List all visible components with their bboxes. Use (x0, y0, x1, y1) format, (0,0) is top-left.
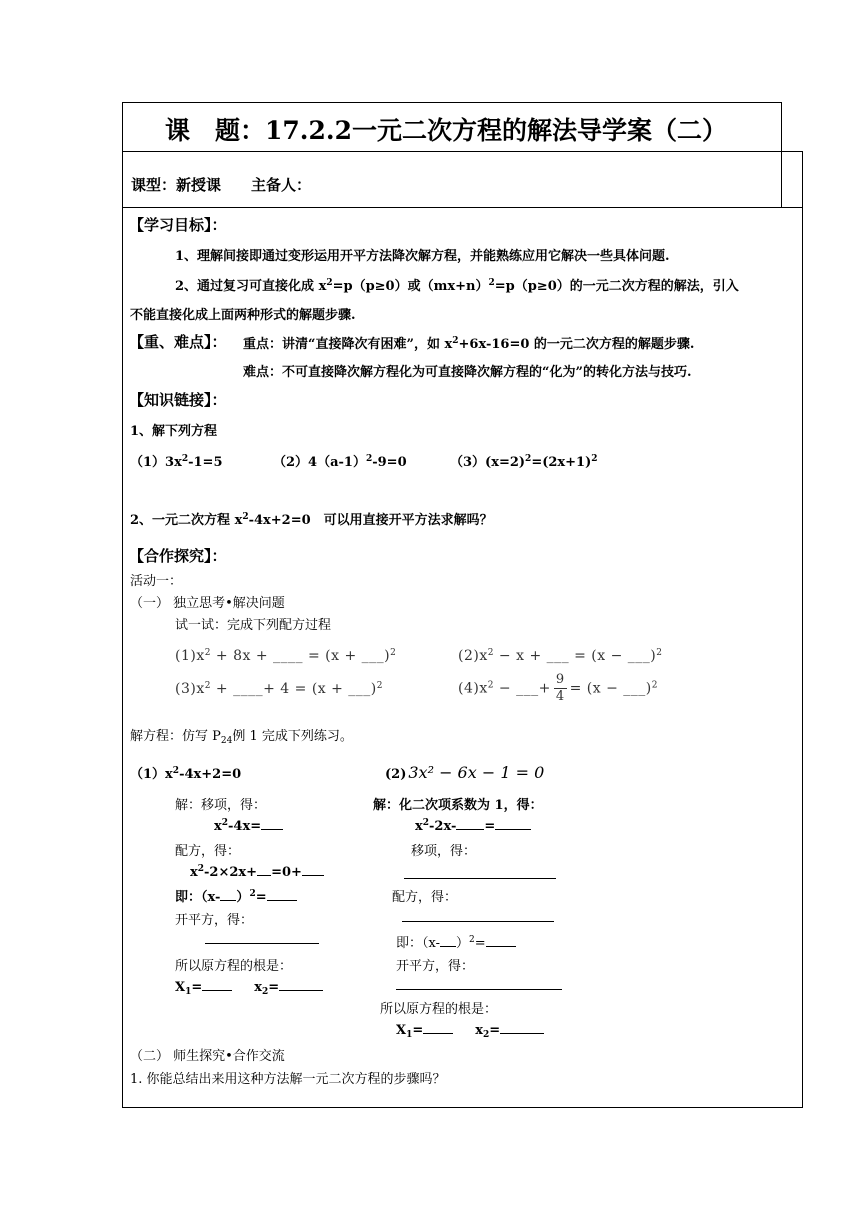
left-s4-b: -2×2x+ (204, 865, 258, 880)
right-s8-b: = (412, 1023, 424, 1038)
type-row-bottom-border (122, 207, 803, 208)
superscript: 2 (651, 680, 658, 691)
subscript: 1 (406, 1030, 413, 1040)
m3-b: + ____+ 4 = (x + ___) (210, 681, 377, 697)
table-top-border (122, 102, 782, 103)
completing-square-1 (175, 648, 396, 664)
right-s2-a: x (415, 819, 423, 834)
part2-question-1: 1. 你能总结出来用这种方法解一元二次方程的步骤吗？ (130, 1072, 446, 1087)
superscript: 2 (204, 648, 211, 658)
answer-blank[interactable] (440, 934, 456, 947)
superscript: 2 (591, 454, 598, 464)
left-s4-c: =0+ (271, 865, 302, 880)
superscript: 2 (487, 680, 494, 691)
left-s2-b: -4x= (228, 819, 262, 834)
solve-intro-a: 解方程：仿写 P (130, 729, 221, 744)
right-step-normalize-result (415, 817, 531, 834)
m4-c: = (x − ___) (569, 680, 652, 697)
superscript: 2 (221, 818, 229, 828)
m2-a: (2)x (458, 648, 488, 664)
superscript: 2 (181, 454, 189, 464)
knowledge-eq3 (450, 451, 598, 470)
superscript: 2 (525, 454, 532, 464)
superscript: 2 (452, 336, 459, 346)
right-step-square (396, 932, 516, 951)
eq1-b: -1=5 (188, 455, 223, 470)
superscript: 2 (365, 454, 373, 464)
left-step-complete: 配方，得： (175, 844, 241, 859)
left-step-move: 解：移项，得： (175, 798, 267, 813)
answer-blank[interactable] (257, 863, 271, 876)
objective-2-part-b: =p（p≥0）或（mx+n） (332, 279, 489, 294)
subscript: 2 (483, 1030, 490, 1040)
table-left-border (122, 102, 123, 1108)
superscript: 2 (197, 864, 205, 874)
part1-heading: （一） 独立思考•解决问题 (130, 596, 285, 611)
objective-2-line1 (175, 275, 739, 294)
fraction-denominator: 4 (555, 689, 565, 704)
left-step-move-result (214, 817, 283, 834)
m3-a: (3)x (175, 681, 205, 697)
right-s8-c: x (475, 1023, 484, 1038)
completing-square-2 (458, 648, 662, 664)
completing-square-3 (175, 681, 383, 697)
solve-intro (130, 725, 353, 744)
solve-intro-b: 例 1 完成下列练习。 (232, 729, 353, 744)
right-complete-answer-line[interactable] (402, 921, 554, 922)
answer-blank[interactable] (261, 817, 283, 830)
superscript: 2 (376, 681, 384, 691)
right-s5-a: 即：（x- (396, 936, 440, 951)
left-eq-a: （1）x (130, 767, 173, 782)
right-s5-c: = (474, 936, 486, 951)
objective-2-line2: 不能直接化成上面两种形式的解题步骤. (130, 308, 356, 323)
eq3-a: （3）(x=2) (450, 455, 526, 470)
m4-b: − ___+ (493, 680, 551, 697)
objectives-heading: 【学习目标】： (129, 216, 227, 234)
table-inner-right-border (781, 151, 782, 208)
answer-blank[interactable] (220, 888, 236, 901)
answer-blank[interactable] (486, 934, 516, 947)
superscript: 2 (249, 889, 256, 899)
q2-a: 2、一元二次方程 x (130, 513, 243, 528)
m4-a: (4)x (458, 680, 488, 697)
title-row-bottom-border (122, 151, 803, 152)
try-label: 试一试：完成下列配方过程 (175, 618, 332, 633)
superscript: 2 (422, 818, 430, 828)
superscript: 2 (326, 278, 333, 288)
m1-b: + 8x + ____ = (x + ___) (210, 648, 391, 664)
answer-blank[interactable] (495, 817, 531, 830)
right-s5-b: ） (456, 936, 470, 951)
right-s2-c: = (484, 819, 496, 834)
right-step-normalize: 解：化二次项系数为 1，得： (373, 798, 543, 813)
left-s8-b: = (191, 980, 203, 995)
right-s8-d: = (489, 1023, 501, 1038)
activity-label: 活动一： (130, 574, 183, 589)
key-points-heading: 【重、难点】： (129, 333, 227, 351)
left-s5-a: 即：（x- (175, 890, 221, 905)
part2-heading: （二） 师生探究•合作交流 (130, 1049, 285, 1064)
superscript: 2 (487, 648, 494, 658)
answer-blank[interactable] (302, 863, 324, 876)
eq2-b: -9=0 (372, 455, 407, 470)
answer-blank[interactable] (202, 978, 232, 991)
fraction-nine-quarters (554, 672, 567, 705)
superscript: 2 (390, 648, 397, 658)
left-s8-d: = (268, 980, 280, 995)
right-s8-a: X (396, 1023, 407, 1038)
left-s2-a: x (214, 819, 222, 834)
superscript: 2 (242, 512, 249, 522)
superscript: 2 (172, 766, 180, 776)
knowledge-eq2 (273, 451, 407, 470)
right-roots (396, 1021, 544, 1038)
superscript: 2 (204, 681, 211, 691)
knowledge-q2 (130, 509, 493, 528)
objective-2-part-c: =p（p≥0）的一元二次方程的解法，引入 (494, 279, 739, 294)
answer-blank[interactable] (423, 1021, 453, 1034)
right-step-move: 移项，得： (411, 844, 477, 859)
eq2-a: （2）4（a-1） (273, 455, 366, 470)
table-right-border-upper (781, 102, 782, 152)
knowledge-eq1 (130, 451, 223, 470)
subscript: 2 (262, 987, 269, 997)
right-sqrt-answer-line[interactable] (396, 989, 562, 990)
superscript: 2 (469, 935, 475, 945)
difficult-point: 难点：不可直接降次解方程化为可直接降次解方程的“化为”的转化方法与技巧. (243, 365, 692, 380)
right-eq-math: 3x² − 6x − 1 = 0 (408, 763, 545, 782)
right-eq-label: (2) (385, 767, 407, 782)
superscript: 2 (488, 278, 495, 288)
answer-blank[interactable] (500, 1021, 544, 1034)
right-step-sqrt: 开平方，得： (396, 959, 475, 974)
completing-square-4 (458, 672, 658, 705)
right-step-complete: 配方，得： (392, 890, 458, 905)
eq3-b: =(2x+1) (531, 455, 592, 470)
table-bottom-border (122, 1107, 803, 1108)
m2-b: − x + ___ = (x − ___) (493, 648, 657, 664)
m1-a: (1)x (175, 648, 205, 664)
lesson-type: 课型：新授课 主备人： (131, 176, 312, 194)
answer-blank[interactable] (456, 817, 484, 830)
objective-1: 1、理解间接即通过变形运用开平方法降次解方程，并能熟练应用它解决一些具体问题. (175, 249, 670, 264)
left-s4-a: x (190, 865, 198, 880)
key-point-b: +6x-16=0 的一元二次方程的解题步骤. (458, 337, 695, 352)
answer-blank[interactable] (267, 888, 297, 901)
eq1-a: （1）3x (130, 455, 182, 470)
left-s8-c: x (254, 980, 263, 995)
left-roots (175, 978, 323, 995)
objective-2-part-a: 2、通过复习可直接化成 x (175, 279, 327, 294)
left-s5-c: = (255, 890, 267, 905)
subscript: 1 (185, 987, 192, 997)
left-step-square (175, 886, 297, 905)
fraction-numerator: 9 (555, 672, 565, 687)
q2-b: -4x+2=0 可以用直接开平方法求解吗？ (248, 513, 493, 528)
right-s2-b: -2x- (429, 819, 457, 834)
right-move-answer-line[interactable] (404, 878, 556, 879)
table-right-border (802, 151, 803, 1108)
left-step-roots: 所以原方程的根是： (175, 959, 293, 974)
left-s5-b: ） (236, 890, 250, 905)
left-step-complete-result (190, 863, 324, 880)
page-title: 课 题：17.2.2一元二次方程的解法导学案（二） (165, 116, 727, 145)
right-equation (385, 763, 544, 782)
knowledge-heading: 【知识链接】： (129, 391, 227, 409)
subscript: 24 (220, 736, 233, 746)
superscript: 2 (656, 648, 663, 658)
left-eq-b: -4x+2=0 (179, 767, 242, 782)
left-equation (130, 763, 241, 782)
knowledge-q1: 1、解下列方程 (130, 424, 218, 439)
cooperation-heading: 【合作探究】： (129, 547, 227, 565)
left-sqrt-answer-line[interactable] (205, 943, 319, 944)
key-point (243, 333, 694, 352)
left-step-sqrt: 开平方，得： (175, 913, 254, 928)
answer-blank[interactable] (279, 978, 323, 991)
left-s8-a: X (175, 980, 186, 995)
key-point-a: 重点：讲清“直接降次有困难”，如 x (243, 337, 453, 352)
right-step-roots: 所以原方程的根是： (380, 1002, 498, 1017)
